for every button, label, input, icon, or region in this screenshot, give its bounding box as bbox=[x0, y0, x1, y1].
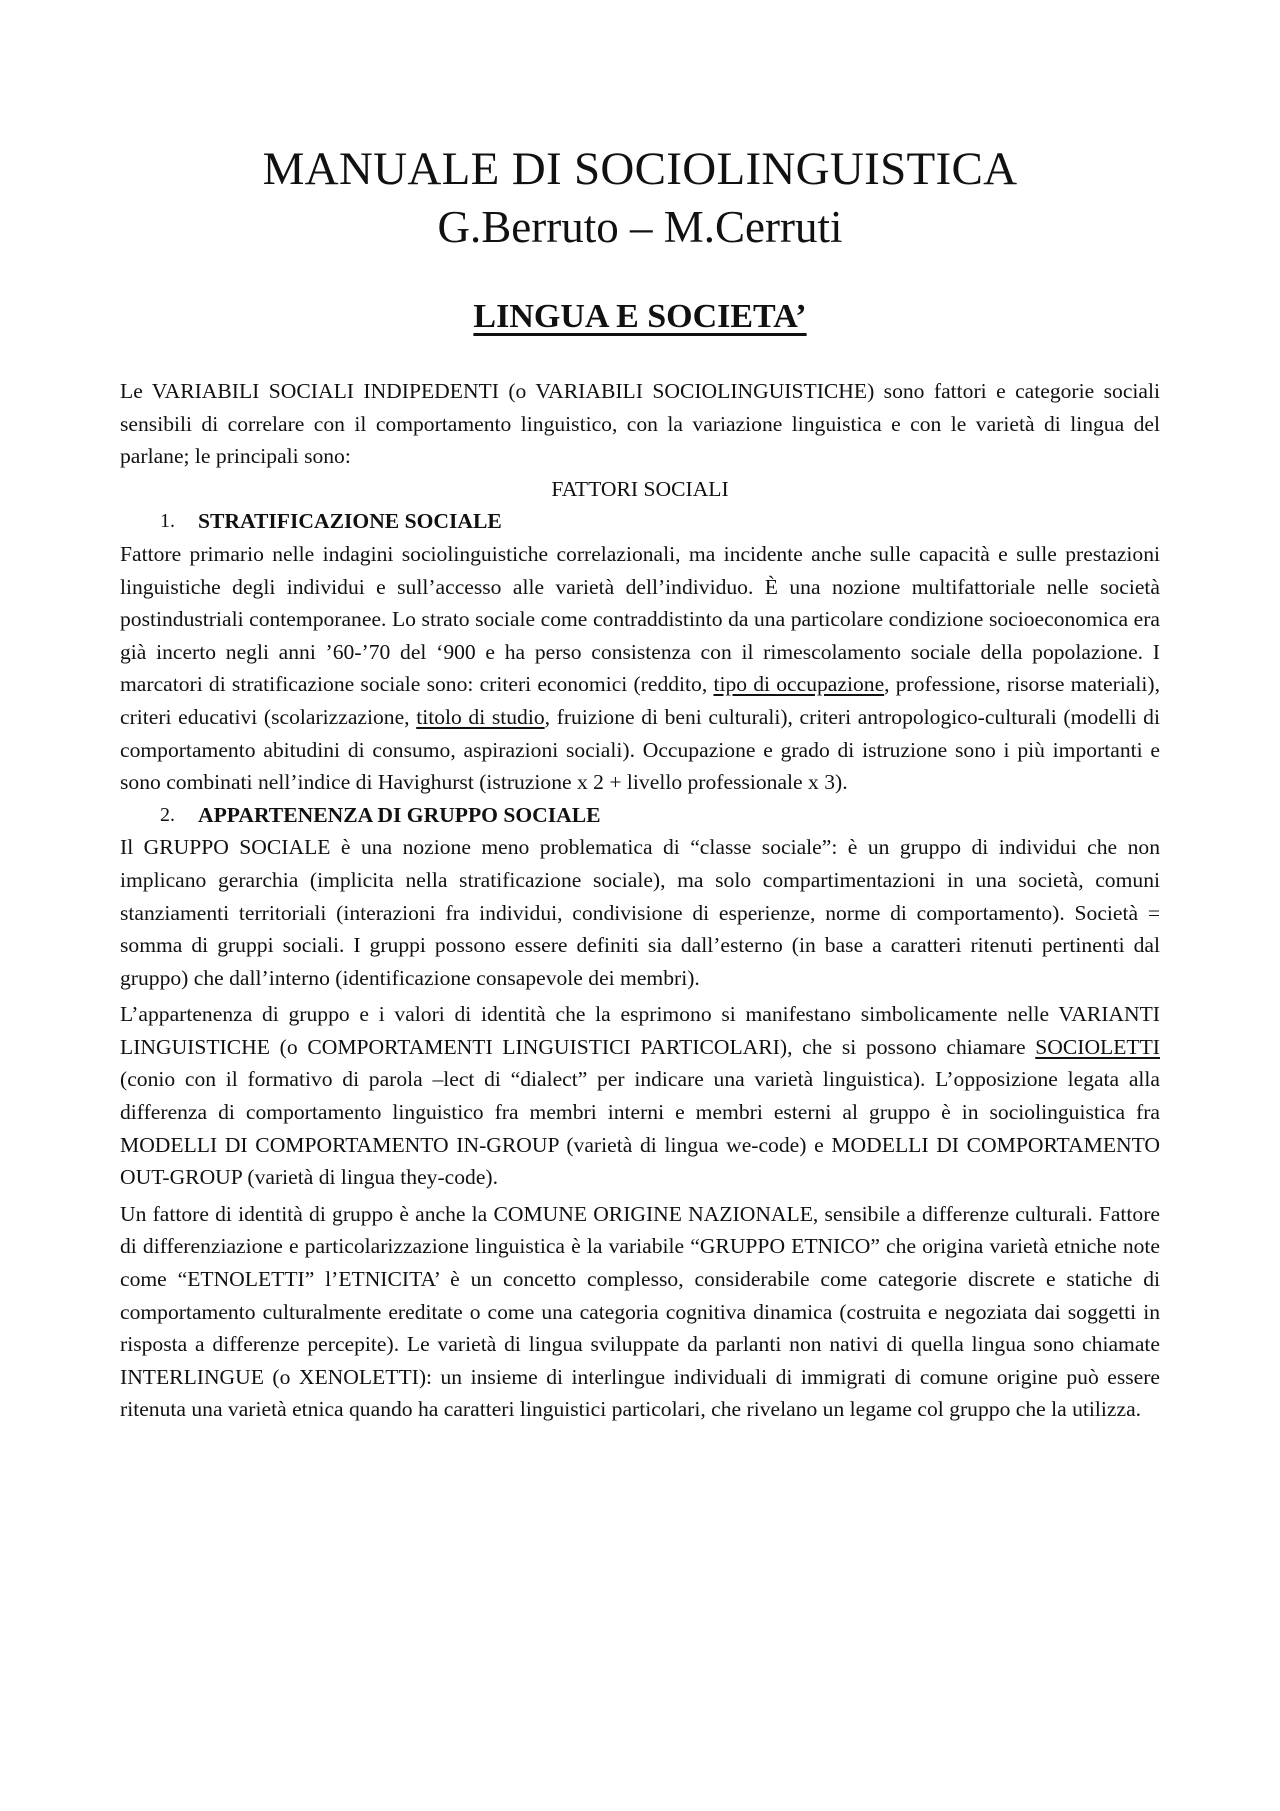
underlined-tipo-di-occupazione: tipo di occupazione bbox=[713, 672, 885, 697]
document-authors: G.Berruto – M.Cerruti bbox=[437, 202, 843, 252]
section-1-paragraph bbox=[120, 538, 1160, 799]
intro-paragraph: Le VARIABILI SOCIALI INDIPEDENTI (o VARIABILI SOCIOLINGUISTICHE) sono fattori e categorie sociali sensibili di correlare con il comportamento linguistico, con la variazione linguistica e con le varietà di lingua del parlane; le principali sono: bbox=[120, 379, 1160, 469]
section-1-text-b: , professione, risorse materiali), criteri educativi (scolarizzazione, bbox=[120, 672, 1161, 729]
section-heading-2 bbox=[120, 799, 1160, 832]
section-2-paragraph-1: Il GRUPPO SOCIALE è una nozione meno problematica di “classe sociale”: è un gruppo di individui che non implicano gerarchia (implicita nella stratificazione sociale), ma solo compartimentazioni in una società, comuni stanziamenti territoriali (interazioni fra individui, condivisione di esperienze, norme di comportamento). Società = somma di gruppi sociali. I gruppi possono essere definiti sia dall’esterno (in base a caratteri ritenuti pertinenti dal gruppo) che dall’interno (identificazione consapevole dei membri). bbox=[120, 835, 1160, 990]
section-2-paragraph-3: Un fattore di identità di gruppo è anche la COMUNE ORIGINE NAZIONALE, sensibile a differenze culturali. Fattore di differenziazione e particolarizzazione linguistica è la variabile “GRUPPO ETNICO” che origina varietà etniche note come “ETNOLETTI” l’ETNICITA’ è un concetto complesso, considerabile come categorie discrete e statiche di comportamento culturalmente ereditate o come una categoria cognitiva dinamica (costruita e negoziata dai soggetti in risposta a differenze percepite). Le varietà di lingua sviluppate da parlanti non nativi di quella lingua sono chiamate INTERLINGUE (o XENOLETTI): un insieme di interlingue individuali di immigrati di comune origine può essere ritenuta una varietà etnica quando ha caratteri linguistici particolari, che rivelano un legame col gruppo che la utilizza. bbox=[120, 1201, 1160, 1422]
section-heading-1-text: STRATIFICAZIONE SOCIALE bbox=[198, 509, 502, 534]
fattori-sociali-subtitle: FATTORI SOCIALI bbox=[551, 476, 729, 501]
title-block bbox=[0, 140, 1280, 256]
section-2-paragraph-2 bbox=[120, 998, 1160, 1194]
section-1-text-c: , fruizione di beni culturali), criteri antropologico-culturali (modelli di comportamento abitudini di consumo, aspirazioni sociali). Occupazione e grado di istruzione sono i più importanti e sono combinati nell’indice di Havighurst (istruzione x 2 + livello professionale x 3). bbox=[120, 704, 1160, 795]
section-2-text-b: (conio con il formativo di parola –lect di “dialect” per indicare una varietà linguistica). L’opposizione legata alla differenza di comportamento linguistico fra membri interni e membri esterni al gruppo è in sociolinguistica fra MODELLI DI COMPORTAMENTO IN-GROUP (varietà di lingua we-code) e MODELLI DI COMPORTAMENTO OUT-GROUP (varietà di lingua they-code). bbox=[120, 1067, 1160, 1190]
section-heading-1 bbox=[120, 505, 1160, 538]
section-title bbox=[0, 295, 1280, 339]
document-body bbox=[120, 375, 1160, 1426]
section-number-1: 1. bbox=[160, 510, 175, 533]
section-number-2: 2. bbox=[160, 803, 175, 826]
underlined-socioletti: SOCIOLETTI bbox=[1035, 1034, 1160, 1059]
document-title: MANUALE DI SOCIOLINGUISTICA bbox=[262, 143, 1018, 195]
section-title-text: LINGUA E SOCIETA’ bbox=[473, 298, 807, 335]
section-2-text-a: L’appartenenza di gruppo e i valori di identità che la esprimono si manifestano simbolicamente nelle VARIANTI LINGUISTICHE (o COMPORTAMENTI LINGUISTICI PARTICOLARI), che si possono chiamare bbox=[120, 1002, 1160, 1059]
section-1-text-a: Fattore primario nelle indagini sociolinguistiche correlazionali, ma incidente anche sulle capacità e sulle prestazioni linguistiche degli individui e sull’accesso alle varietà dell’individuo. È una nozione multifattoriale nelle società postindustriali contemporanee. Lo strato sociale come contraddistinto da una particolare condizione socioeconomica era già incerto negli anni ’60-’70 del ‘900 e ha perso consistenza con il rimescolamento sociale della popolazione. I marcatori di stratificazione sociale sono: criteri economici (reddito, bbox=[120, 541, 1160, 697]
underlined-titolo-di-studio: titolo di studio bbox=[416, 704, 545, 729]
section-heading-2-text: APPARTENENZA DI GRUPPO SOCIALE bbox=[198, 802, 601, 827]
